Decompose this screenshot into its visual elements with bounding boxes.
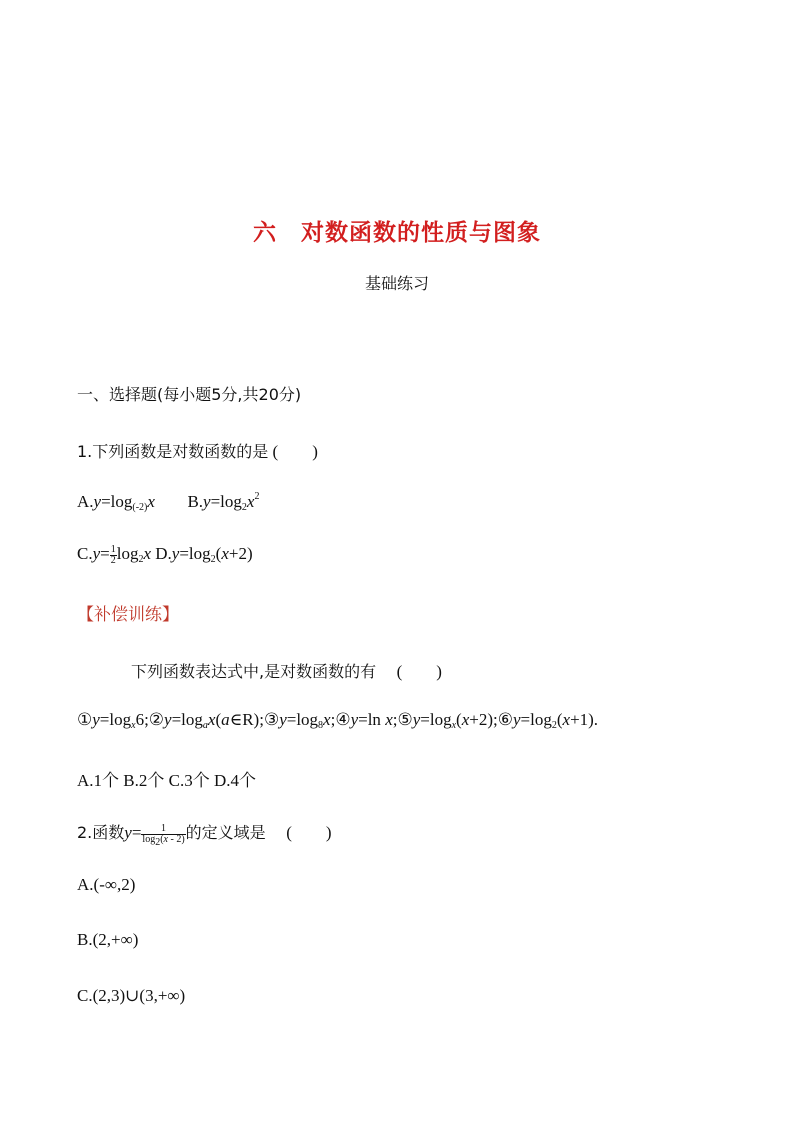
supplement-answer-blank: ( ) (396, 662, 442, 681)
page-subtitle: 基础练习 (364, 274, 429, 293)
question-1-answer-blank: ( ) (272, 442, 318, 461)
supplement-label: 【补偿训练】 (77, 605, 179, 625)
supplement-question (131, 657, 442, 682)
fraction-domain: $\frac{1}{\log_2(x - 2)}$ (142, 822, 185, 848)
page-title: 六 对数函数的性质与图象 (253, 220, 541, 246)
question-2-option-a: A.(-∞,2) (77, 875, 136, 894)
option-c: C.y= $\frac{1}{2}$ $\log_2x$ (77, 543, 152, 566)
question-1 (77, 437, 318, 462)
question-1-options-cd (77, 544, 253, 566)
question-2: 2.函数y= $\frac{1}{\log_2(x - 2)}$ 的定义域是 ( ) (77, 822, 332, 848)
question-2-option-c: C.(2,3)∪(3,+∞) (77, 986, 186, 1005)
question-2-answer-blank: ( ) (286, 823, 332, 842)
fraction-one-half: $\frac{1}{2}$ (110, 543, 116, 566)
question-1-stem: 1.下列函数是对数函数的是 (77, 442, 269, 461)
supplement-stem: 下列函数表达式中,是对数函数的有 (131, 662, 377, 681)
option-b: $B.y=\log_2x^2$ (187, 491, 260, 513)
question-1-options-ab (77, 492, 259, 512)
supplement-expressions: $①y=\log_x6;②y=\log_ax(a\in R);③y=\log_8x;④y=\ln$ $x;⑤y=\log_x(x+2);⑥y=\log_2(x+1)$. (77, 710, 599, 731)
section-heading: 一、选择题(每小题5分,共20分) (77, 385, 302, 404)
option-d: $D.y=\log_2(x+2)$ (155, 544, 253, 565)
option-a: $A.y=\log_{(-2)}x$ (77, 492, 155, 513)
question-2-option-b: B.(2,+∞) (77, 930, 139, 949)
supplement-options: A.1个 B.2个 C.3个 D.4个 (77, 771, 256, 790)
